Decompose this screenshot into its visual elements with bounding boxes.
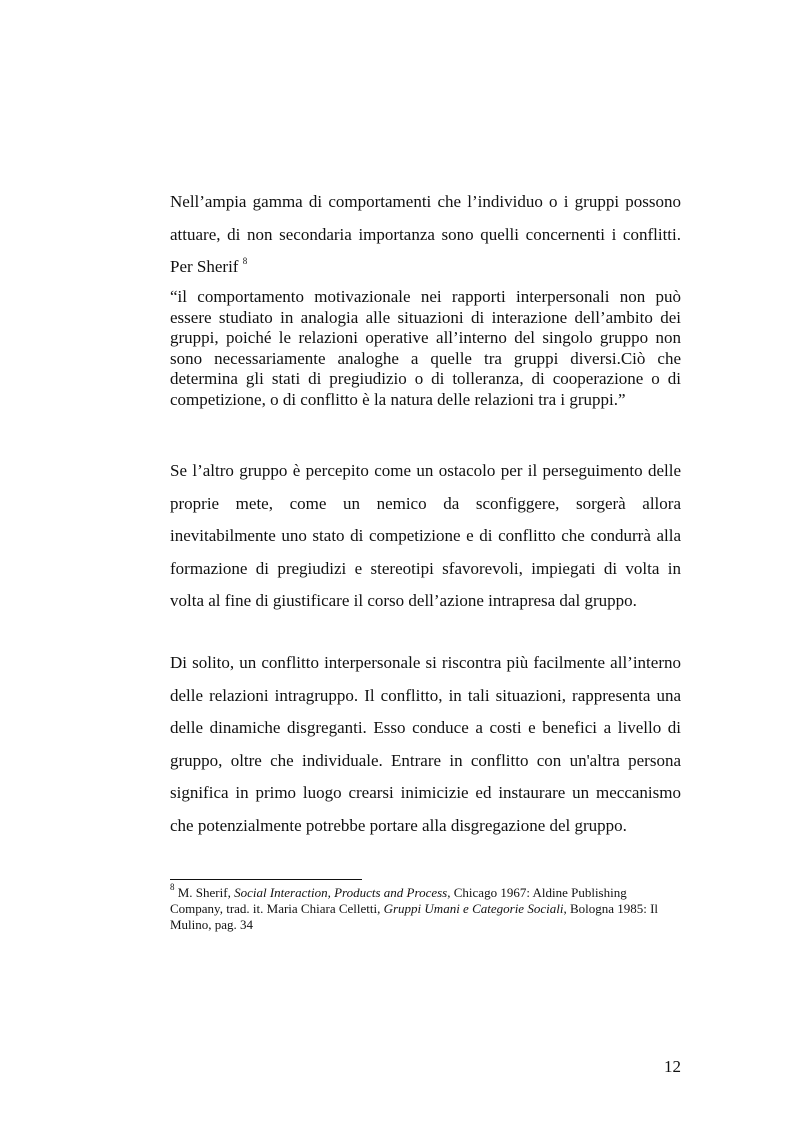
footnote-title-original: Social Interaction, Products and Process [234, 885, 448, 900]
page-number: 12 [664, 1057, 681, 1076]
paragraph-intro [170, 186, 681, 284]
footnote-middle: , Chicago 1967: Aldine Publishing Company, trad. it. Maria Chiara Celletti, [170, 885, 627, 916]
paragraph-intro-text: Nell’ampia gamma di comportamenti che l’individuo o i gruppi possono attuare, di non secondaria importanza sono quelli concernenti i conflitti. Per Sherif [170, 192, 681, 277]
footnote-end: , Bologna 1985: Il Mulino, pag. 34 [170, 900, 659, 932]
footnote [170, 881, 681, 932]
footnote-reference[interactable]: 8 [242, 255, 248, 266]
footnote-title-translation: Gruppi Umani e Categorie Sociali [383, 900, 564, 916]
paragraph-interpersonal-conflict: Di solito, un conflitto interpersonale si riscontra più facilmente all’interno delle relazioni intragruppo. Il conflitto, in tali situazioni, rappresenta una delle dinamiche disgreganti. Esso conduce a costi e benefici a livello di gruppo, oltre che individuale. Entrare in conflitto con un'altra persona significa in primo luogo crearsi inimicizie ed instaurare un meccanismo che potenzialmente potrebbe portare alla disgregazione del gruppo. [170, 653, 681, 835]
footnote-author: M. Sherif, [177, 885, 235, 900]
block-quote: “il comportamento motivazionale nei rapporti interpersonali non può essere studiato in analogia alle situazioni di interazione dell’ambito dei gruppi, poiché le relazioni operative all’interno del singolo gruppo non sono necessariamente analoghe a quelle tra gruppi diversi.Ciò che determina gli stati di pregiudizio o di tolleranza, di cooperazione o di competizione, o di conflitto è la natura delle relazioni tra i gruppi.” [170, 287, 681, 409]
footnote-separator [170, 879, 362, 880]
paragraph-competition: Se l’altro gruppo è percepito come un ostacolo per il perseguimento delle proprie mete, come un nemico da sconfiggere, sorgerà allora inevitabilmente uno stato di competizione e di conflitto che condurrà alla formazione di pregiudizi e stereotipi sfavorevoli, impiegati di volta in volta al fine di giustificare il corso dell’azione intrapresa dal gruppo. [170, 461, 681, 611]
footnote-number: 8 [170, 881, 175, 892]
